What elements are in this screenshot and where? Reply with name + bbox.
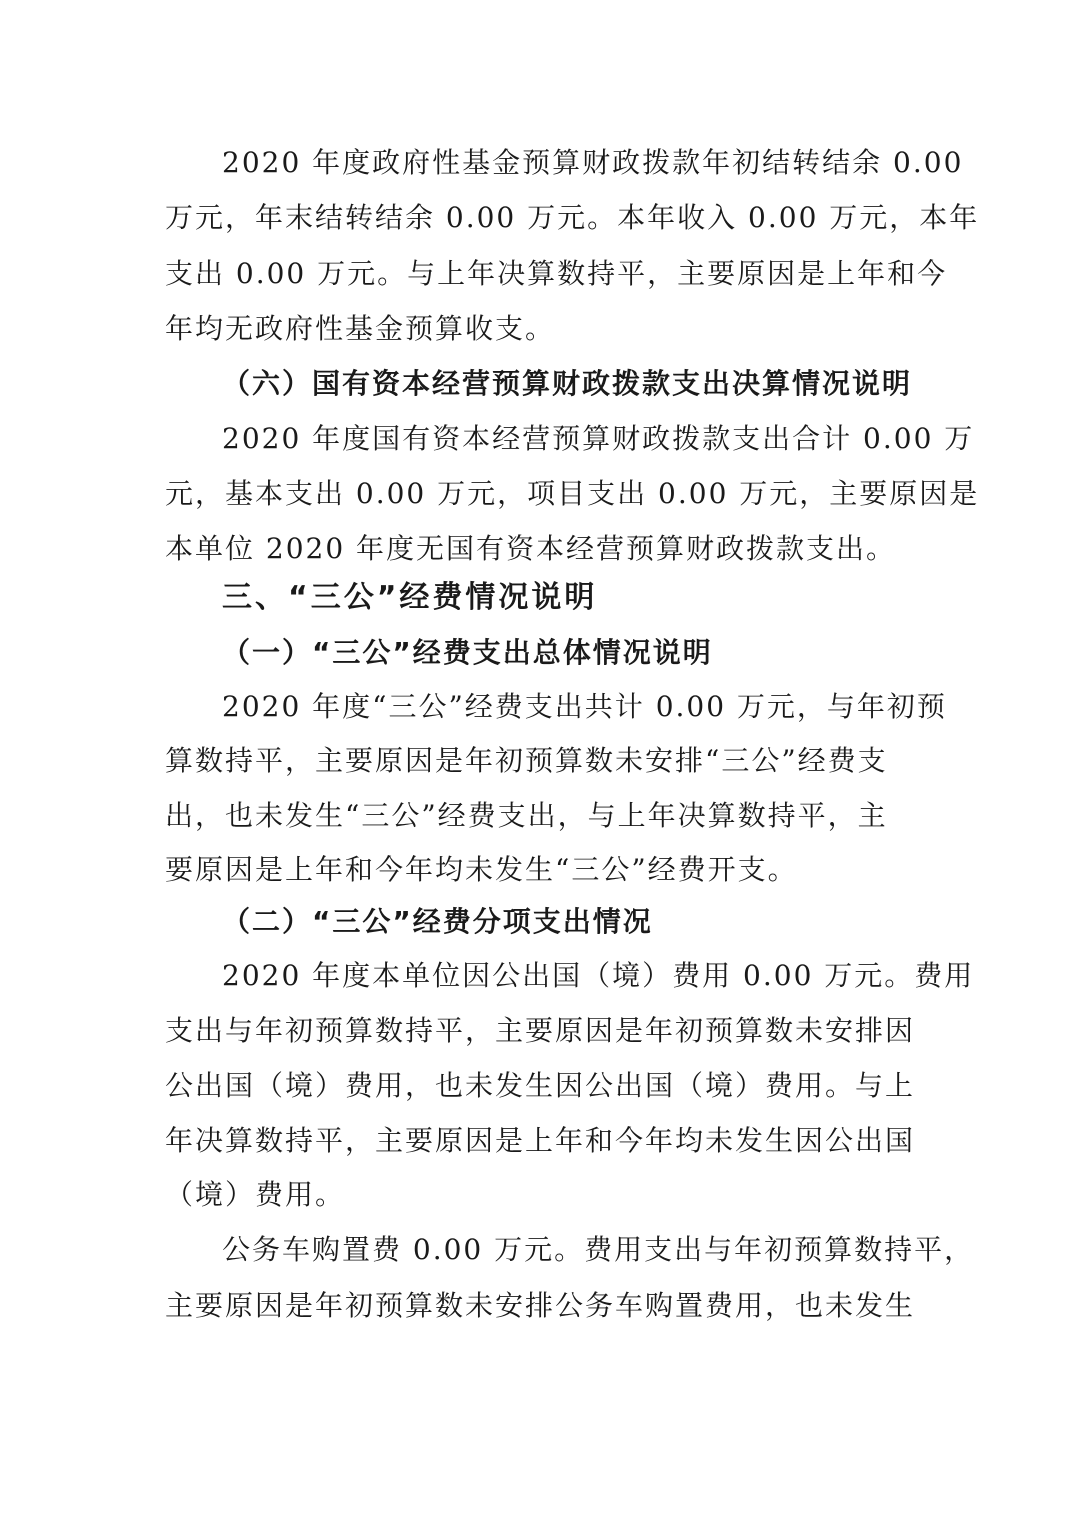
paragraph-line: 年决算数持平，主要原因是上年和今年均未发生因公出国 xyxy=(165,1124,916,1157)
paragraph-line: 2020 年度国有资本经营预算财政拨款支出合计 0.00 万 xyxy=(222,422,975,455)
paragraph-line: 2020 年度本单位因公出国（境）费用 0.00 万元。费用 xyxy=(222,959,975,992)
paragraph-line: 出，也未发生“三公”经费支出，与上年决算数持平，主 xyxy=(165,799,888,832)
paragraph-line: 元，基本支出 0.00 万元，项目支出 0.00 万元，主要原因是 xyxy=(165,477,980,510)
subsection-heading-1: （一）“三公”经费支出总体情况说明 xyxy=(222,636,713,669)
paragraph-line: 主要原因是年初预算数未安排公务车购置费用，也未发生 xyxy=(165,1289,916,1322)
paragraph-line: 要原因是上年和今年均未发生“三公”经费开支。 xyxy=(165,853,798,886)
subsection-heading-6: （六）国有资本经营预算财政拨款支出决算情况说明 xyxy=(222,367,913,400)
paragraph-line: （境）费用。 xyxy=(165,1178,346,1211)
paragraph-line: 公务车购置费 0.00 万元。费用支出与年初预算数持平， xyxy=(222,1233,975,1266)
paragraph-line: 2020 年度政府性基金预算财政拨款年初结转结余 0.00 xyxy=(222,146,964,179)
subsection-heading-2: （二）“三公”经费分项支出情况 xyxy=(222,905,653,938)
paragraph-line: 万元，年末结转结余 0.00 万元。本年收入 0.00 万元，本年 xyxy=(165,201,980,234)
paragraph-line: 本单位 2020 年度无国有资本经营预算财政拨款支出。 xyxy=(165,532,897,565)
paragraph-line: 公出国（境）费用，也未发生因公出国（境）费用。与上 xyxy=(165,1069,916,1102)
paragraph-line: 年均无政府性基金预算收支。 xyxy=(165,312,556,345)
paragraph-line: 算数持平，主要原因是年初预算数未安排“三公”经费支 xyxy=(165,744,888,777)
section-heading-3: 三、“三公”经费情况说明 xyxy=(222,580,598,615)
paragraph-line: 支出与年初预算数持平，主要原因是年初预算数未安排因 xyxy=(165,1014,916,1047)
paragraph-line: 2020 年度“三公”经费支出共计 0.00 万元，与年初预 xyxy=(222,690,947,723)
paragraph-line: 支出 0.00 万元。与上年决算数持平，主要原因是上年和今 xyxy=(165,257,948,290)
